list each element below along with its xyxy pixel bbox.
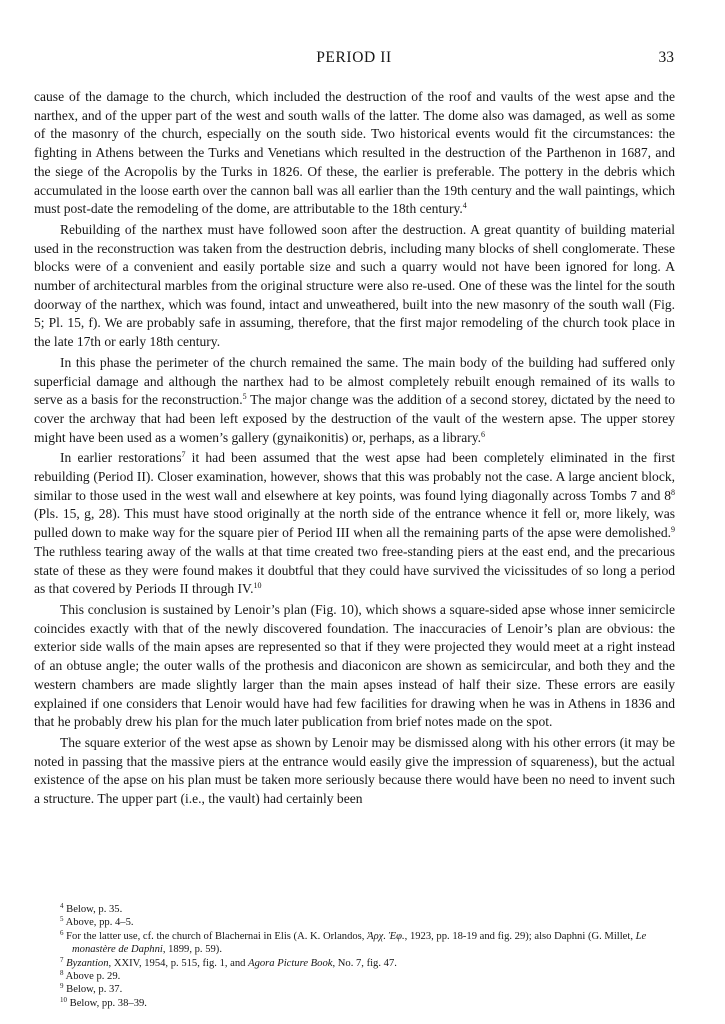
footnote-marker: 4	[60, 902, 64, 910]
footnote-6	[60, 930, 675, 957]
footnote-text: Below, p. 37.	[63, 984, 123, 996]
paragraph-5	[34, 601, 675, 732]
paragraph-4	[34, 449, 675, 599]
footnote-10	[60, 997, 675, 1010]
footnote-4	[60, 903, 675, 916]
footnote-marker: 5	[60, 915, 64, 924]
footnote-text: For the latter use, cf. the church of Blachernai in Elis (A. K. Orlandos,	[63, 930, 368, 942]
footnote-ref-6: 6	[481, 429, 486, 439]
footnote-journal-title: Ἀρχ. Ἐφ.	[367, 930, 405, 942]
paragraph-2	[34, 221, 675, 352]
footnote-text: Below, p. 35.	[63, 904, 123, 915]
footnote-ref-10: 10	[253, 581, 262, 591]
paragraph-6	[34, 734, 675, 809]
body-text	[34, 88, 675, 809]
footnote-journal-title: Byzantion	[66, 957, 109, 969]
paragraph-text: In earlier restorations	[60, 450, 182, 466]
footnote-book-title: Agora Picture Book	[248, 957, 333, 969]
footnotes	[60, 903, 675, 1010]
paragraph-text: it had been assumed that the west apse had been completely eliminated in the first rebuilding (Period II). Closer examination, however, shows that this was probably not the case. A large ancient block, similar to those used in the west wall and elsewhere at key points, was found lying diagonally across Tombs 7 and 8	[34, 450, 675, 503]
running-header	[34, 49, 674, 69]
footnote-text: , XXIV, 1954, p. 515, fig. 1, and	[108, 957, 249, 969]
footnote-marker: 9	[60, 982, 64, 991]
footnote-text: Above p. 29.	[63, 971, 121, 983]
footnote-book-title: Le monastère de Daphni	[72, 930, 647, 956]
footnote-text: Below, pp. 38–39.	[67, 997, 147, 1009]
footnote-5	[60, 916, 675, 929]
footnote-7	[60, 957, 675, 970]
footnote-text: Above, pp. 4–5.	[63, 917, 134, 929]
running-title: PERIOD II	[316, 49, 392, 66]
paragraph-text: Rebuilding of the narthex must have followed soon after the destruction. A great quantity of building material used in the reconstruction was taken from the destruction debris, including many blocks of shell conglomerate. These blocks were of a convenient and easily portable size and such a quarry would not have been ignored for long. A number of architectural marbles from the original structure were also re-used. One of these was the lintel for the south doorway of the narthex, which was found, intact and unweathered, built into the new masonry of the south wall (Fig. 5; Pl. 15, f). We are probably safe in assuming, therefore, that the first major remodeling of the church took place in the late 17th or early 18th century.	[34, 221, 675, 350]
footnote-ref-9: 9	[671, 525, 675, 535]
paragraph-text: In this phase the perimeter of the church remained the same. The main body of the building had suffered only superficial damage and although the narthex had to be almost completely rebuilt enough remained of its walls to serve as a basis for the reconstruction.	[34, 354, 675, 408]
footnote-ref-8: 8	[671, 487, 675, 497]
footnote-9	[60, 983, 675, 996]
paragraph-text: The ruthless tearing away of the walls at that time created two free-standing piers at the east end, and the precarious state of these as they were found makes it doubtful that they could have survived the vicissitudes of so long a period as that covered by Periods II through IV.	[34, 543, 675, 597]
page-number: 33	[658, 49, 674, 66]
footnote-marker: 7	[60, 955, 64, 964]
footnote-ref-5: 5	[242, 392, 247, 402]
footnote-8	[60, 970, 675, 983]
footnote-text: , 1899, p. 59).	[162, 944, 222, 956]
footnote-marker: 10	[60, 995, 67, 1004]
footnote-ref-4: 4	[462, 201, 467, 211]
footnote-marker: 8	[60, 969, 64, 978]
paragraph-text: This conclusion is sustained by Lenoir’s plan (Fig. 10), which shows a square-sided apse whose inner semicircle coincides exactly with that of the newly discovered foundation. The inaccuracies of Lenoir’s plan are obvious: the exterior side walls of the main apses are represented so that if they were projected they would meet at a right instead of an obtuse angle; the outer walls of the prothesis and diaconicon are shown as semicircular, and both they and the western chambers are made slightly larger than the main apses instead of half their size. These errors are easily explained if one considers that Lenoir would have had few facilities for drawing when he was in Athens in 1836 and that he probably drew his plan for the much later publication from brief notes made on the spot.	[34, 601, 675, 730]
paragraph-1	[34, 88, 675, 219]
paragraph-text: The square exterior of the west apse as shown by Lenoir may be dismissed along with his other errors (it may be noted in passing that the massive piers at the entrance would easily give the impression of squareness), but the actual existence of the apse on his plan must be taken more seriously because there would have been no need to invent such a structure. The upper part (i.e., the vault) had certainly been	[34, 734, 675, 807]
footnote-marker: 6	[60, 928, 64, 937]
paragraph-text: The major change was the addition of a second storey, dictated by the need to cover the archway that had been left exposed by the destruction of the vault of the western apse. The upper storey might have been used as a women’s gallery (gynaikonitis) or, perhaps, as a library.	[34, 392, 675, 445]
footnote-text: , 1923, pp. 18-19 and fig. 29); also Daphni (G. Millet,	[404, 930, 636, 942]
paragraph-3	[34, 354, 675, 448]
paragraph-text: cause of the damage to the church, which included the destruction of the roof and vaults of the west apse and the narthex, and of the upper part of the west and south walls of the latter. The dome also was damaged, as well as some of the masonry of the church, especially on the south side. Two historical events would fit the circumstances: the fighting in Athens between the Turks and Venetians which resulted in the destruction of the Parthenon in 1687, and the siege of the Acropolis by the Turks in 1826. Of these, the earlier is preferable. The pottery in the debris which accumulated in the loose earth over the cannon ball was all earlier than the 19th century and the wall paintings, which must post-date the remodeling of the dome, are attributable to the 18th century.	[34, 89, 675, 217]
footnote-text: , No. 7, fig. 47.	[332, 957, 397, 969]
paragraph-text: (Pls. 15, g, 28). This must have stood originally at the north side of the entrance whence it fell or, more likely, was pulled down to make way for the square pier of Period III when all the remaining parts of the apse were demolished.	[34, 506, 675, 541]
footnote-ref-7: 7	[181, 450, 186, 460]
